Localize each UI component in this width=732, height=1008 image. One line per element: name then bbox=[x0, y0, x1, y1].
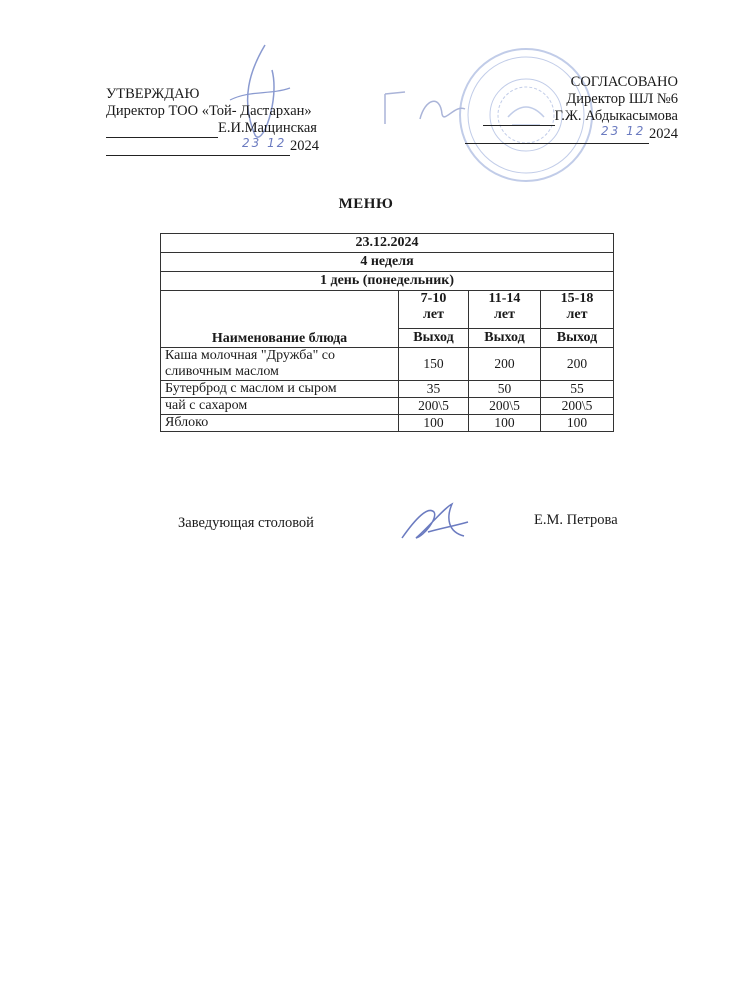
portion-value: 55 bbox=[541, 381, 614, 398]
portion-value: 35 bbox=[399, 381, 469, 398]
portion-value: 100 bbox=[541, 415, 614, 432]
portion-value: 100 bbox=[399, 415, 469, 432]
footer-name: Е.М. Петрова bbox=[534, 512, 618, 528]
dish-name: чай с сахаром bbox=[161, 398, 399, 415]
agree-name: Г.Ж. Абдыкасымова bbox=[554, 108, 678, 124]
menu-week: 4 неделя bbox=[161, 253, 614, 272]
menu-date: 23.12.2024 bbox=[161, 234, 614, 253]
approve-year: 2024 bbox=[290, 138, 319, 154]
dish-name: Бутерброд с маслом и сыром bbox=[161, 381, 399, 398]
agree-year: 2024 bbox=[649, 126, 678, 142]
date-row bbox=[161, 234, 614, 253]
approve-name-line bbox=[106, 120, 319, 138]
dish-name: Яблоко bbox=[161, 415, 399, 432]
portion-value: 200 bbox=[469, 348, 541, 381]
agree-name-line bbox=[465, 108, 678, 126]
menu-table bbox=[160, 233, 614, 432]
portion-value: 200 bbox=[541, 348, 614, 381]
table-row bbox=[161, 381, 614, 398]
agree-signature bbox=[380, 84, 470, 134]
age-range: 15-18 bbox=[560, 291, 594, 306]
approve-date-line bbox=[106, 138, 319, 156]
day-row bbox=[161, 272, 614, 291]
approve-name: Е.И.Мащинская bbox=[218, 120, 317, 136]
approve-position: Директор ТОО «Той- Дастархан» bbox=[106, 103, 312, 119]
age-group-header bbox=[469, 291, 541, 329]
menu-day: 1 день (понедельник) bbox=[161, 272, 614, 291]
table-row bbox=[161, 348, 614, 381]
week-row bbox=[161, 253, 614, 272]
page-title: МЕНЮ bbox=[338, 196, 394, 212]
table-row bbox=[161, 398, 614, 415]
dish-name: Каша молочная "Дружба" со сливочным маслом bbox=[161, 348, 399, 381]
portion-value: 150 bbox=[399, 348, 469, 381]
age-unit: лет bbox=[566, 307, 588, 322]
portion-value: 100 bbox=[469, 415, 541, 432]
approve-date-handwritten: 23 12 bbox=[242, 136, 287, 150]
agree-title: СОГЛАСОВАНО bbox=[570, 74, 678, 90]
age-group-header bbox=[399, 291, 469, 329]
agree-date-handwritten: 23 12 bbox=[601, 124, 646, 138]
approval-block bbox=[106, 86, 319, 156]
agree-position: Директор ШЛ №6 bbox=[566, 91, 678, 107]
dish-name-header: Наименование блюда bbox=[161, 291, 399, 348]
age-range: 11-14 bbox=[488, 291, 521, 306]
age-row bbox=[161, 291, 614, 329]
age-group-header bbox=[541, 291, 614, 329]
age-range: 7-10 bbox=[420, 291, 447, 306]
agreement-block bbox=[465, 74, 678, 144]
portion-value: 200\5 bbox=[399, 398, 469, 415]
table-row bbox=[161, 415, 614, 432]
footer-position: Заведующая столовой bbox=[178, 515, 314, 531]
portion-value: 200\5 bbox=[541, 398, 614, 415]
output-header: Выход bbox=[399, 329, 469, 348]
output-header: Выход bbox=[541, 329, 614, 348]
portion-value: 50 bbox=[469, 381, 541, 398]
output-header: Выход bbox=[469, 329, 541, 348]
footer-signature bbox=[398, 498, 470, 546]
approve-title: УТВЕРЖДАЮ bbox=[106, 86, 200, 102]
age-unit: лет bbox=[494, 307, 515, 322]
agree-date-line bbox=[465, 126, 678, 144]
age-unit: лет bbox=[423, 307, 444, 322]
portion-value: 200\5 bbox=[469, 398, 541, 415]
